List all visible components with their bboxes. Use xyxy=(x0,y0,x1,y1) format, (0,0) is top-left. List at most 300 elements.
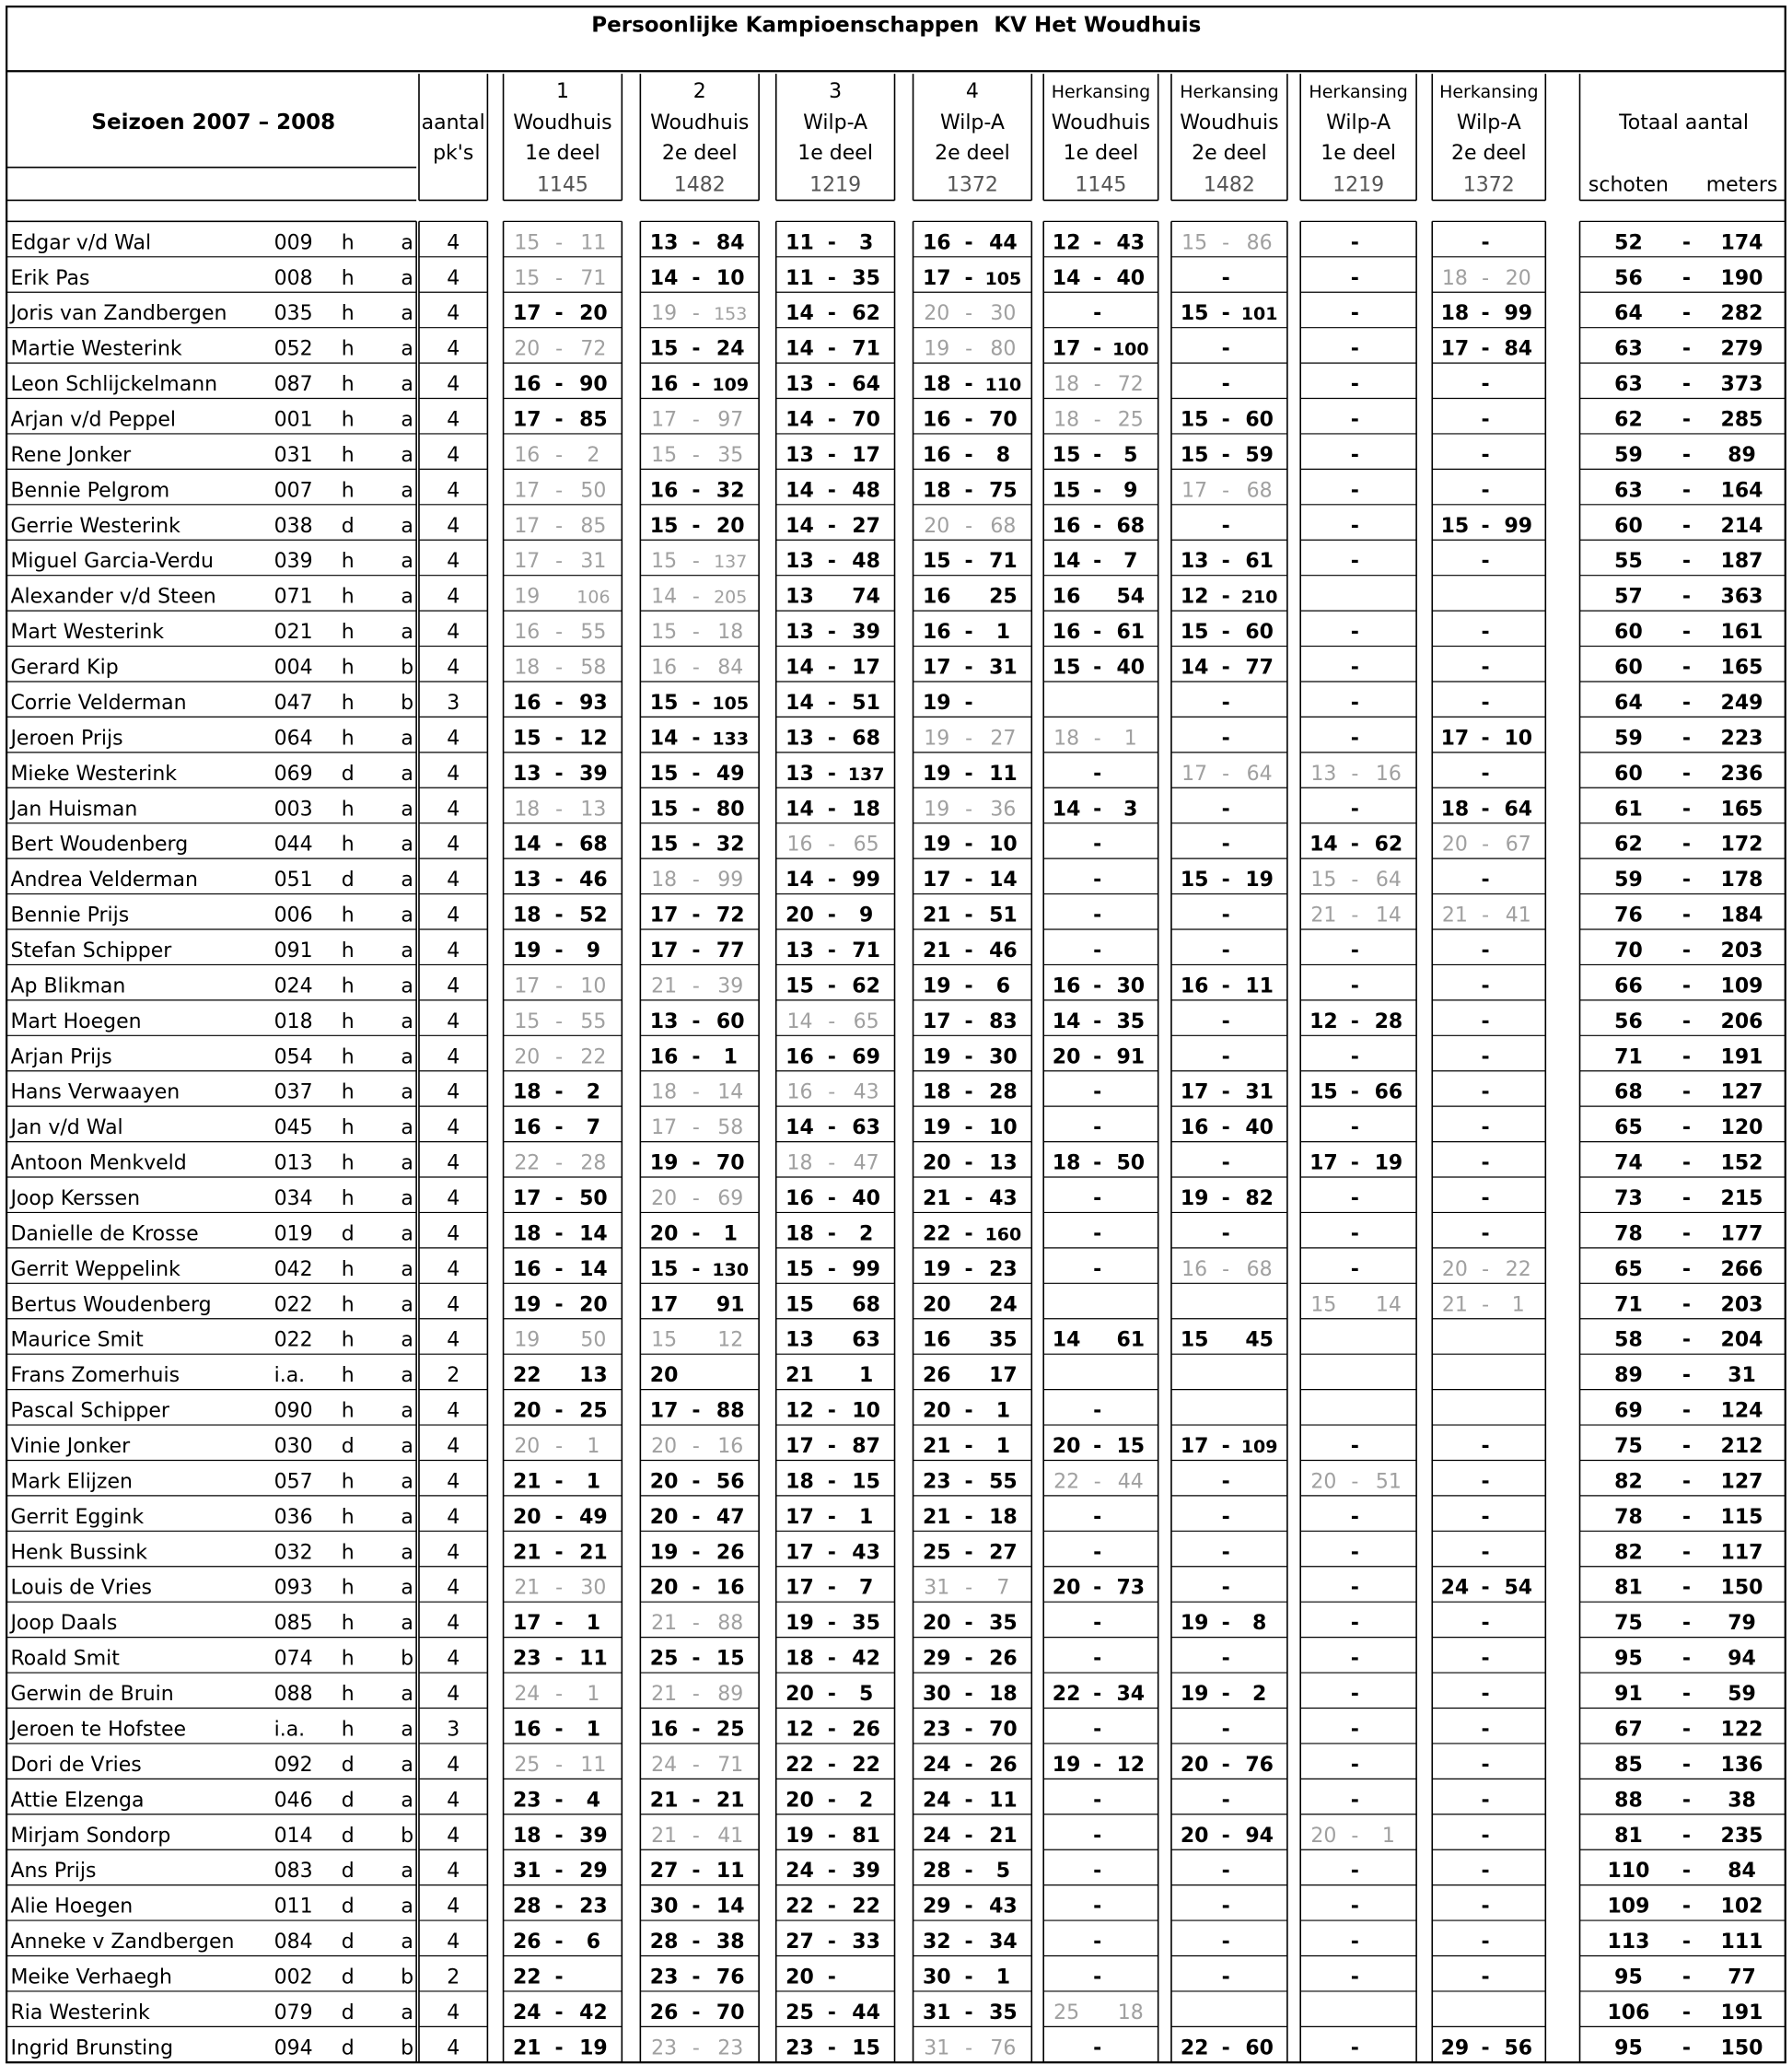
cell-meters: 15 xyxy=(852,1470,880,1494)
cell-shots: 17 xyxy=(513,1186,541,1210)
cell-dash: - xyxy=(554,904,564,928)
table-row xyxy=(10,550,1763,573)
cell-meters: 28 xyxy=(989,1080,1018,1104)
cell-shots: 21 xyxy=(651,1824,678,1848)
cell-dash: - xyxy=(1221,1753,1230,1777)
cell-dash: - xyxy=(827,1576,836,1600)
cell-dash: - xyxy=(1481,974,1490,998)
cell-shots: 27 xyxy=(785,1931,814,1954)
cell-meters: 21 xyxy=(579,1541,608,1565)
cell-dash: - xyxy=(1093,974,1102,998)
pk-count: 4 xyxy=(447,1931,460,1954)
cell-dash: - xyxy=(827,1399,836,1423)
cell-meters: 2 xyxy=(1252,1683,1267,1707)
cell-dash: - xyxy=(827,621,836,645)
round-top-label: 2 xyxy=(692,79,706,103)
player-gender: h xyxy=(341,1683,355,1707)
cell-dash: - xyxy=(1481,231,1490,255)
cell-meters: 2 xyxy=(586,1080,601,1104)
cell-shots: 19 xyxy=(651,302,678,326)
pk-count: 4 xyxy=(447,2001,460,2024)
cell-meters: 109 xyxy=(712,375,750,396)
total-meters: 150 xyxy=(1720,1576,1763,1600)
cell-dash: - xyxy=(828,833,836,857)
cell-shots: 18 xyxy=(1440,798,1470,822)
cell-shots: 16 xyxy=(513,1718,541,1742)
cell-meters: 51 xyxy=(1375,1470,1402,1494)
total-meters: 212 xyxy=(1720,1435,1763,1459)
cell-dash: - xyxy=(555,1753,564,1777)
cell-meters: 101 xyxy=(1240,304,1278,325)
player-class: a xyxy=(401,1009,413,1033)
table-row xyxy=(10,1506,1763,1529)
total-shots-label: schoten xyxy=(1588,173,1670,197)
cell-dash: - xyxy=(1221,833,1230,857)
cell-meters: 88 xyxy=(716,1399,745,1423)
cell-shots: 26 xyxy=(649,2001,679,2024)
table-row xyxy=(10,231,1763,254)
cell-meters: 47 xyxy=(853,1151,879,1175)
total-meters: 77 xyxy=(1728,1966,1756,1989)
cell-dash: - xyxy=(1481,1186,1490,1210)
player-name: Jeroen te Hofstee xyxy=(10,1718,187,1742)
cell-shots: 14 xyxy=(651,585,678,609)
cell-dash: - xyxy=(1351,1470,1359,1494)
cell-meters: 18 xyxy=(1117,2001,1144,2024)
cell-meters: 1 xyxy=(723,1222,738,1246)
cell-shots: 14 xyxy=(786,1009,813,1033)
player-number: 011 xyxy=(273,1895,313,1919)
cell-meters: 71 xyxy=(989,550,1018,574)
cell-dash: - xyxy=(827,1045,836,1069)
round-name: Wilp-A xyxy=(939,111,1005,135)
cell-shots: 19 xyxy=(1180,1612,1209,1636)
cell-meters: 52 xyxy=(579,904,608,928)
cell-shots: 17 xyxy=(922,266,951,290)
cell-dash: - xyxy=(827,762,836,786)
table-row xyxy=(10,1931,1763,1954)
cell-meters: 1 xyxy=(587,1435,600,1459)
cell-meters: 58 xyxy=(717,1116,744,1140)
cell-dash: - xyxy=(827,1718,836,1742)
table-row xyxy=(8,798,1763,821)
cell-dash: - xyxy=(964,1009,973,1033)
player-class: a xyxy=(401,2001,413,2024)
cell-meters: 77 xyxy=(1245,656,1274,680)
cell-dash: - xyxy=(1221,514,1230,538)
cell-dash: - xyxy=(1350,302,1359,326)
total-shots: 78 xyxy=(1614,1505,1643,1529)
player-class: a xyxy=(401,1116,413,1140)
round-top-label: 1 xyxy=(555,79,569,103)
player-number: 009 xyxy=(273,231,313,255)
cell-dash: - xyxy=(692,1080,700,1104)
cell-shots: 17 xyxy=(513,408,541,432)
player-name: Pascal Schipper xyxy=(10,1399,169,1423)
player-name: Erik Pas xyxy=(10,266,90,290)
cell-meters: 43 xyxy=(852,1541,880,1565)
cell-meters: 21 xyxy=(716,1789,745,1813)
cell-shots: 15 xyxy=(514,266,541,290)
cell-shots: 20 xyxy=(785,1683,814,1707)
cell-shots: 16 xyxy=(513,1257,541,1281)
cell-dash: - xyxy=(692,1222,701,1246)
table-row xyxy=(8,1116,1763,1139)
player-class: a xyxy=(401,1860,413,1884)
cell-shots: 17 xyxy=(514,479,541,503)
cell-shots: 17 xyxy=(785,1435,814,1459)
total-dash: - xyxy=(1681,869,1691,892)
table-row xyxy=(10,974,1763,998)
cell-dash: - xyxy=(964,1824,973,1848)
total-dash: - xyxy=(1681,1718,1691,1742)
cell-shots: 17 xyxy=(513,1612,541,1636)
cell-dash: - xyxy=(1350,1505,1359,1529)
cell-shots: 20 xyxy=(1441,833,1468,857)
pk-count: 4 xyxy=(447,1895,460,1919)
cell-dash: - xyxy=(554,1505,564,1529)
cell-dash: - xyxy=(827,904,836,928)
cell-dash: - xyxy=(1093,408,1101,432)
pk-count: 4 xyxy=(447,550,460,574)
cell-meters: 87 xyxy=(852,1435,880,1459)
round-distance: 1145 xyxy=(536,173,588,197)
cell-meters: 1 xyxy=(586,1718,601,1742)
cell-meters: 105 xyxy=(984,268,1022,289)
cell-meters: 70 xyxy=(716,2001,745,2024)
cell-dash: - xyxy=(1093,1399,1102,1423)
cell-shots: 15 xyxy=(649,762,679,786)
cell-meters: 43 xyxy=(853,1080,879,1104)
cell-shots: 29 xyxy=(922,1895,951,1919)
total-dash: - xyxy=(1681,1293,1691,1317)
cell-shots: 19 xyxy=(922,1045,951,1069)
cell-meters: 64 xyxy=(852,373,880,397)
cell-shots: 15 xyxy=(1440,514,1470,538)
pk-count: 4 xyxy=(447,231,460,255)
cell-dash: - xyxy=(827,1966,836,1989)
cell-dash: - xyxy=(965,2036,973,2060)
round-part: 2e deel xyxy=(935,142,1010,166)
cell-meters: 11 xyxy=(580,1753,607,1777)
cell-shots: 15 xyxy=(1310,1293,1337,1317)
cell-dash: - xyxy=(1221,1116,1230,1140)
cell-shots: 12 xyxy=(785,1399,814,1423)
cell-dash: - xyxy=(1093,1647,1102,1671)
cell-shots: 21 xyxy=(513,1541,541,1565)
cell-shots: 18 xyxy=(785,1470,814,1494)
cell-shots: 19 xyxy=(513,1293,541,1317)
cell-meters: 7 xyxy=(996,1576,1010,1600)
cell-meters: 66 xyxy=(1374,1080,1403,1104)
cell-dash: - xyxy=(1221,1824,1230,1848)
cell-shots: 12 xyxy=(1309,1009,1338,1033)
cell-shots: 24 xyxy=(514,1683,541,1707)
table-row xyxy=(10,1683,1755,1706)
player-gender: h xyxy=(341,1009,355,1033)
player-class: a xyxy=(401,302,413,326)
cell-dash: - xyxy=(692,231,701,255)
cell-dash: - xyxy=(1350,479,1359,503)
total-meters: 38 xyxy=(1728,1789,1756,1813)
cell-shots: 11 xyxy=(785,266,814,290)
player-number: 045 xyxy=(273,1116,313,1140)
cell-shots: 16 xyxy=(514,443,541,467)
cell-meters: 42 xyxy=(852,1647,880,1671)
player-class: a xyxy=(401,1718,413,1742)
player-number: 002 xyxy=(273,1966,313,1989)
total-shots: 89 xyxy=(1614,1364,1643,1388)
cell-shots: 15 xyxy=(1181,231,1208,255)
player-class: a xyxy=(401,1612,413,1636)
cell-dash: - xyxy=(1093,231,1102,255)
player-number: 032 xyxy=(273,1541,313,1565)
table-row xyxy=(10,904,1763,928)
cell-shots: 23 xyxy=(922,1718,951,1742)
cell-shots: 20 xyxy=(649,1364,679,1388)
cell-dash: - xyxy=(827,1541,836,1565)
cell-dash: - xyxy=(964,550,973,574)
player-gender: h xyxy=(341,1576,355,1600)
cell-shots: 16 xyxy=(513,373,541,397)
table-row xyxy=(10,586,1763,609)
total-dash: - xyxy=(1681,1576,1691,1600)
total-dash: - xyxy=(1681,1789,1691,1813)
cell-meters: 24 xyxy=(716,337,745,361)
cell-shots: 12 xyxy=(785,1718,814,1742)
player-number: 087 xyxy=(273,373,313,397)
cell-dash: - xyxy=(828,1151,836,1175)
cell-meters: 68 xyxy=(990,514,1017,538)
table-row xyxy=(10,1045,1763,1068)
cell-dash: - xyxy=(555,1576,564,1600)
cell-shots: 18 xyxy=(651,1080,678,1104)
cell-dash: - xyxy=(1350,514,1359,538)
cell-meters: 1 xyxy=(995,1399,1011,1423)
total-shots: 66 xyxy=(1614,974,1643,998)
total-dash: - xyxy=(1681,514,1691,538)
cell-dash: - xyxy=(554,1541,564,1565)
player-name: Arjan v/d Peppel xyxy=(10,408,177,432)
player-gender: d xyxy=(341,1895,355,1919)
cell-meters: 72 xyxy=(716,904,745,928)
cell-dash: - xyxy=(964,266,973,290)
player-number: 021 xyxy=(273,621,313,645)
cell-dash: - xyxy=(1093,550,1102,574)
cell-shots: 29 xyxy=(922,1647,951,1671)
cell-meters: 4 xyxy=(586,1789,601,1813)
cell-dash: - xyxy=(1481,1045,1490,1069)
player-gender: h xyxy=(341,1470,355,1494)
cell-dash: - xyxy=(1093,1045,1102,1069)
player-gender: d xyxy=(341,1222,355,1246)
cell-dash: - xyxy=(1350,974,1359,998)
cell-meters: 54 xyxy=(1116,585,1146,609)
player-name: Mirjam Sondorp xyxy=(10,1824,171,1848)
cell-dash: - xyxy=(1350,1576,1359,1600)
total-shots: 59 xyxy=(1614,869,1643,892)
cell-dash: - xyxy=(1481,869,1490,892)
player-number: 051 xyxy=(273,869,313,892)
cell-dash: - xyxy=(1481,1541,1490,1565)
player-number: 024 xyxy=(273,974,313,998)
player-gender: d xyxy=(341,1860,355,1884)
player-class: a xyxy=(401,1683,413,1707)
cell-shots: 19 xyxy=(922,974,951,998)
cell-dash: - xyxy=(827,1470,836,1494)
cell-dash: - xyxy=(692,1399,701,1423)
total-meters: 109 xyxy=(1720,974,1763,998)
cell-shots: 13 xyxy=(785,373,814,397)
player-class: a xyxy=(401,1222,413,1246)
cell-shots: 19 xyxy=(785,1824,814,1848)
cell-shots: 20 xyxy=(785,904,814,928)
cell-meters: 18 xyxy=(989,1505,1018,1529)
cell-meters: 46 xyxy=(989,939,1018,962)
cell-shots: 21 xyxy=(1310,904,1337,928)
cell-dash: - xyxy=(1350,1789,1359,1813)
cell-dash: - xyxy=(1093,656,1102,680)
player-name: Bertus Woudenberg xyxy=(10,1293,212,1317)
player-gender: h xyxy=(341,1328,355,1352)
total-meters: 203 xyxy=(1720,939,1763,962)
total-shots: 88 xyxy=(1614,1789,1643,1813)
cell-shots: 28 xyxy=(513,1895,541,1919)
cell-meters: 35 xyxy=(989,1612,1018,1636)
cell-meters: 69 xyxy=(852,1045,880,1069)
round-name: Wilp-A xyxy=(1326,111,1391,135)
cell-dash: - xyxy=(692,1931,701,1954)
pk-count: 4 xyxy=(447,1753,460,1777)
cell-meters: 26 xyxy=(989,1647,1018,1671)
cell-meters: 32 xyxy=(716,479,745,503)
cell-meters: 39 xyxy=(852,1860,880,1884)
total-meters: 190 xyxy=(1720,266,1763,290)
cell-shots: 20 xyxy=(785,1789,814,1813)
table-row xyxy=(10,1152,1763,1175)
pk-count: 4 xyxy=(447,1647,460,1671)
cell-meters: 11 xyxy=(580,231,607,255)
table-row xyxy=(10,373,1763,396)
round-distance: 1482 xyxy=(673,173,726,197)
player-number: 054 xyxy=(273,1045,313,1069)
cell-dash: - xyxy=(827,1753,836,1777)
table-row xyxy=(10,444,1755,467)
title-right: KV Het Woudhuis xyxy=(994,13,1202,38)
cell-dash: - xyxy=(1093,1116,1102,1140)
cell-dash: - xyxy=(554,1612,564,1636)
cell-shots: 17 xyxy=(649,1293,679,1317)
cell-dash: - xyxy=(964,1116,973,1140)
player-number: 006 xyxy=(273,904,313,928)
cell-shots: 21 xyxy=(922,1505,951,1529)
cell-dash: - xyxy=(692,1470,701,1494)
player-gender: h xyxy=(341,974,355,998)
cell-dash: - xyxy=(1093,1186,1102,1210)
table-row xyxy=(10,1258,1763,1281)
cell-meters: 60 xyxy=(1245,2036,1274,2060)
pk-count: 4 xyxy=(447,656,460,680)
table-row xyxy=(10,2036,1763,2059)
cell-dash: - xyxy=(554,1966,564,1989)
cell-dash: - xyxy=(1093,443,1102,467)
cell-shots: 17 xyxy=(1440,337,1470,361)
cell-meters: 60 xyxy=(716,1009,745,1033)
total-shots: 81 xyxy=(1614,1576,1643,1600)
total-dash: - xyxy=(1681,1364,1691,1388)
cell-shots: 14 xyxy=(785,869,814,892)
cell-dash: - xyxy=(1481,479,1490,503)
cell-meters: 105 xyxy=(712,693,750,714)
player-number: 018 xyxy=(273,1009,313,1033)
player-name: Rene Jonker xyxy=(10,443,132,467)
cell-meters: 44 xyxy=(852,2001,880,2024)
round-distance: 1482 xyxy=(1203,173,1255,197)
cell-dash: - xyxy=(692,408,700,432)
cell-dash: - xyxy=(827,302,836,326)
total-meters: 266 xyxy=(1720,1257,1763,1281)
round-distance: 1145 xyxy=(1075,173,1127,197)
cell-dash: - xyxy=(1221,1895,1230,1919)
cell-meters: 50 xyxy=(1116,1151,1146,1175)
cell-dash: - xyxy=(964,1045,973,1069)
cell-dash: - xyxy=(692,1647,701,1671)
cell-dash: - xyxy=(1481,550,1490,574)
round-name: Woudhuis xyxy=(1051,111,1151,135)
cell-shots: 23 xyxy=(513,1789,541,1813)
cell-dash: - xyxy=(1221,1541,1230,1565)
cell-meters: 26 xyxy=(716,1541,745,1565)
cell-dash: - xyxy=(1221,1647,1230,1671)
total-dash: - xyxy=(1681,691,1691,715)
player-number: 019 xyxy=(273,1222,313,1246)
cell-dash: - xyxy=(1093,1222,1102,1246)
cell-meters: 72 xyxy=(1117,373,1144,397)
total-meters: 161 xyxy=(1720,621,1763,645)
cell-dash: - xyxy=(692,337,701,361)
cell-meters: 26 xyxy=(852,1718,880,1742)
cell-shots: 24 xyxy=(1440,1576,1470,1600)
cell-shots: 32 xyxy=(922,1931,951,1954)
cell-meters: 54 xyxy=(1504,1576,1533,1600)
player-gender: d xyxy=(341,1789,355,1813)
table-row xyxy=(10,1470,1763,1493)
cell-dash: - xyxy=(964,1718,973,1742)
total-shots: 109 xyxy=(1607,1895,1650,1919)
player-class: a xyxy=(401,1257,413,1281)
cell-dash: - xyxy=(1093,1009,1102,1033)
pk-count: 4 xyxy=(447,1257,460,1281)
cell-dash: - xyxy=(554,1718,564,1742)
total-meters: 120 xyxy=(1720,1116,1763,1140)
pk-count: 4 xyxy=(447,1576,460,1600)
cell-meters: 43 xyxy=(989,1895,1018,1919)
cell-meters: 76 xyxy=(716,1966,745,1989)
cell-meters: 68 xyxy=(852,1293,880,1317)
cell-shots: 24 xyxy=(513,2001,541,2024)
player-class: a xyxy=(401,869,413,892)
pk-count: 4 xyxy=(447,266,460,290)
cell-shots: 24 xyxy=(922,1789,951,1813)
player-name: Mieke Westerink xyxy=(10,762,178,786)
total-meters: 184 xyxy=(1720,904,1763,928)
round-top-label: 4 xyxy=(965,79,979,103)
player-name: Stefan Schipper xyxy=(10,939,172,962)
total-shots: 78 xyxy=(1614,1222,1643,1246)
cell-meters: 71 xyxy=(580,266,607,290)
player-number: 047 xyxy=(273,691,313,715)
cell-meters: 35 xyxy=(852,266,880,290)
